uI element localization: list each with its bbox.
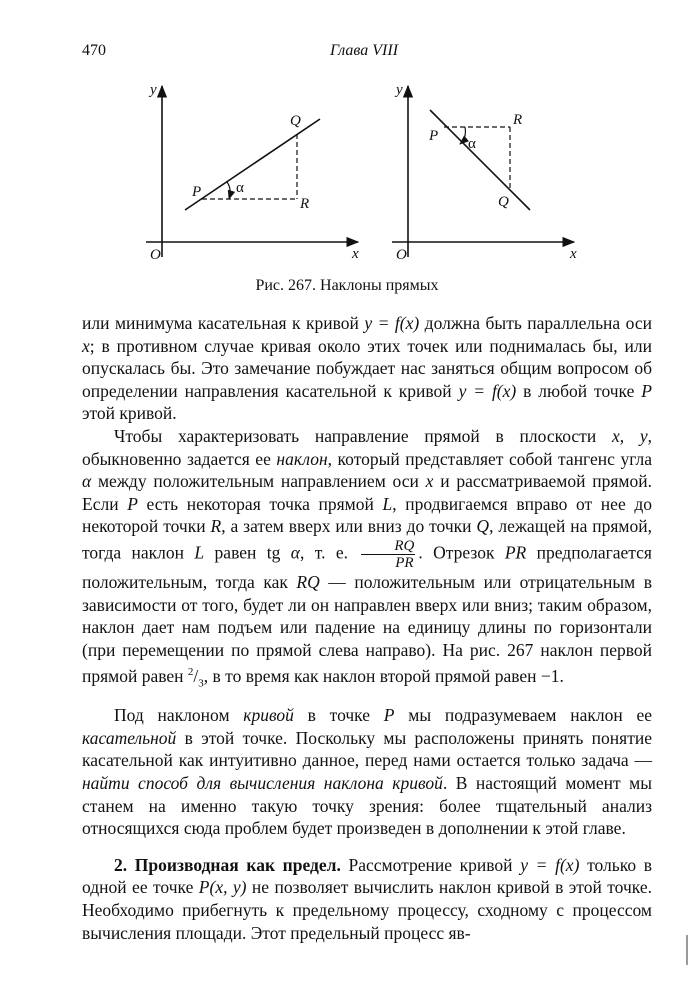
chapter-title: Глава VIII — [330, 42, 399, 59]
paragraph-4: 2. Производная как предел. Рассмотрение кривой y = f(x) только в одной ее точке P(x, y) не позволяет вычислить наклон кривой в этой точке. Необходимо прибегнуть к предельному процессу, сходному с процессом вычисления площади. Этот предельный процесс яв- — [82, 854, 652, 943]
right-diagram — [392, 82, 577, 263]
right-x-axis-label: x — [570, 246, 577, 262]
scan-edge-mark — [686, 935, 688, 965]
left-point-q: Q — [290, 113, 301, 129]
left-point-p: P — [192, 184, 202, 200]
left-point-r: R — [300, 196, 310, 212]
right-point-r: R — [513, 112, 523, 128]
figure-caption: Рис. 267. Наклоны прямых — [255, 277, 439, 294]
right-origin-label: O — [396, 247, 407, 263]
left-alpha-label: α — [236, 180, 244, 196]
left-origin-label: O — [150, 247, 161, 263]
paragraph-1: или минимума касательная к кривой y = f(x) должна быть параллельна оси x; в противном случае кривая около этих точек или поднималась бы, или опускалась бы. Это замечание побуждает нас заняться общим вопросом об определении направления касательной к кривой y = f(x) в любой точке P этой кривой. — [82, 313, 652, 424]
left-diagram — [146, 82, 359, 263]
left-y-axis-label: y — [150, 82, 157, 98]
right-alpha-label: α — [468, 136, 476, 152]
body-text — [82, 312, 652, 944]
right-y-axis-label: y — [396, 82, 403, 98]
left-x-axis-label: x — [352, 246, 359, 262]
paragraph-2: Чтобы характеризовать направление прямой в плоскости x, y, обыкновенно задается ее наклон, который представляет собой тангенс угла α между положительным направлением оси x и рассматриваемой прямой. Если P есть некоторая точка прямой L, продвигаемся вправо от нее до некоторой точки R, а затем вверх или вниз до точки Q, лежащей на прямой, тогда наклон L равен tg α, т. е. $\frac{RQ}{PR}$ . Отрезок PR предполагается положительным, тогда как RQ — положительным или отрицательным в зависимости от того, будет ли он направлен вверх или вниз; таким образом, наклон дает нам подъем или падение на единицу длины по горизонтали (при перемещении по прямой слева направо). На рис. 267 наклон первой прямой равен $^2/_3$, в то время как наклон второй прямой равен −1. — [82, 425, 653, 690]
page-number: 470 — [82, 42, 106, 59]
right-point-p: P — [429, 128, 439, 144]
emphasis-task: найти способ для вычисления наклона кривой — [82, 773, 443, 794]
paragraph-3: Под наклоном кривой в точке P мы подразумеваем наклон ее касательной в этой точке. Поскольку мы расположены принять понятие касательной как интуитивно данное, перед нами остается только задача — найти способ для вычисления наклона кривой. В настоящий момент мы станем на именно такую точку зрения: более тщательный анализ относящихся сюда проблем будет произведен в дополнении к этой главе. — [82, 705, 653, 839]
right-point-q: Q — [498, 194, 509, 210]
figure-267 — [140, 82, 600, 267]
fraction-rq-pr: $\frac{RQ}{PR}$ — [361, 538, 415, 571]
slope-fraction: $^2/_3$ — [187, 666, 204, 690]
section-heading: 2. Производная как предел. — [114, 854, 341, 875]
emphasis-naklon: наклон — [276, 448, 328, 469]
